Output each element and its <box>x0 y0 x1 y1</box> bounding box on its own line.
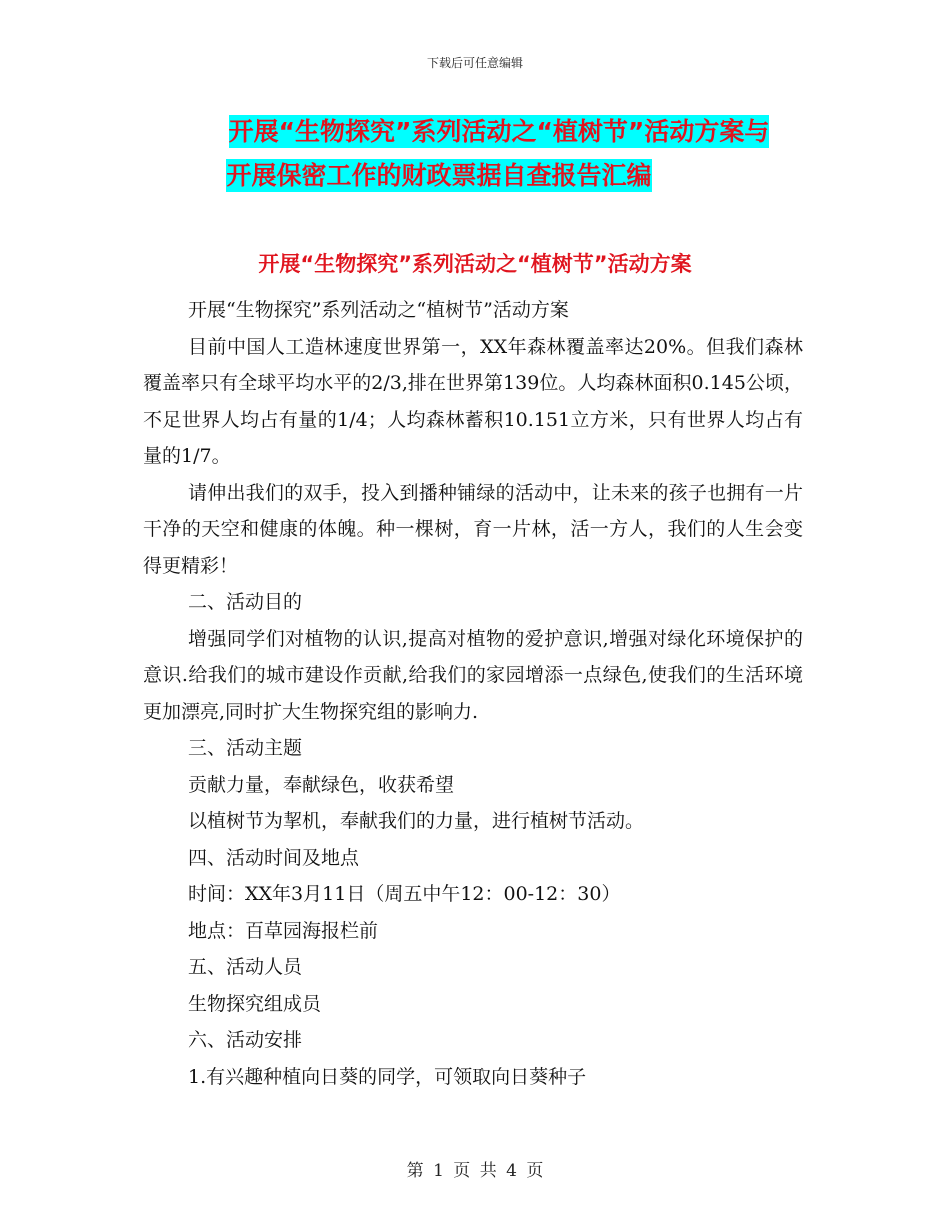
title-highlight-2: 开展保密工作的财政票据自查报告汇编 <box>226 161 652 190</box>
document-title-line-1 <box>24 112 950 148</box>
paragraph: 以植树节为挈机，奉献我们的力量，进行植树节活动。 <box>188 810 645 832</box>
heading-participants: 五、活动人员 <box>188 956 303 978</box>
header-note: 下载后可任意编辑 <box>426 56 523 70</box>
section-title: 开展“生物探究”系列活动之“植树节”活动方案 <box>258 252 692 276</box>
paragraph: 目前中国人工造林速度世界第一，XX年森林覆盖率达20%。但我们森林覆盖率只有全球平均水平的2/3,排在世界第139位。人均森林面积0.145公顷，不足世界人均占有量的1/4；人均森林蓄积10.151立方米，只有世界人均占有量的1/7。 <box>143 335 803 467</box>
paragraph: 地点：百草园海报栏前 <box>188 919 379 942</box>
paragraph: 请伸出我们的双手，投入到播种铺绿的活动中，让未来的孩子也拥有一片干净的天空和健康的体魄。种一棵树，育一片林，活一方人，我们的人生会变得更精彩！ <box>143 481 803 577</box>
paragraph: 贡献力量，奉献绿色，收获希望 <box>188 773 455 796</box>
paragraph: 增强同学们对植物的认识,提高对植物的爱护意识,增强对绿化环境保护的意识.给我们的城市建设作贡献,给我们的家园增添一点绿色,使我们的生活环境更加漂亮,同时扩大生物探究组的影响力. <box>143 627 803 723</box>
document-title-line-2 <box>0 156 914 192</box>
page-footer: 第 1 页 共 4 页 <box>406 1161 544 1181</box>
title-highlight-1: 开展“生物探究”系列活动之“植树节”活动方案与 <box>228 117 770 146</box>
document-body <box>143 292 803 1095</box>
heading-time-place: 四、活动时间及地点 <box>188 846 360 869</box>
heading-theme: 三、活动主题 <box>188 737 303 759</box>
paragraph: 1.有兴趣种植向日葵的同学，可领取向日葵种子 <box>188 1065 587 1088</box>
paragraph: 生物探究组成员 <box>188 992 322 1015</box>
heading-purpose: 二、活动目的 <box>188 591 303 613</box>
paragraph: 时间：XX年3月11日（周五中午12：00-12：30） <box>188 883 621 905</box>
paragraph: 开展“生物探究”系列活动之“植树节”活动方案 <box>188 299 569 321</box>
heading-arrangement: 六、活动安排 <box>188 1029 303 1051</box>
